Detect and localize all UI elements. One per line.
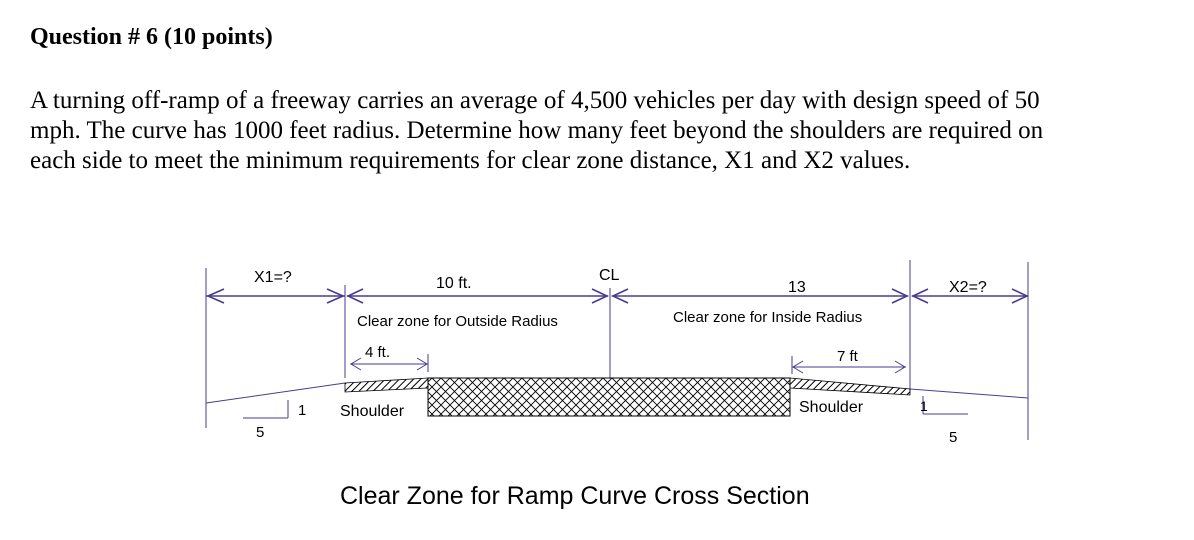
diagram-caption: Clear Zone for Ramp Curve Cross Section [340, 482, 810, 510]
roadway-pavement [428, 378, 790, 416]
right-slope-ratio-mark [923, 396, 968, 414]
right-shoulder-label: Shoulder [799, 399, 864, 416]
question-heading: Question # 6 (10 points) [30, 24, 273, 50]
left-slope-rise-label: 1 [298, 402, 307, 419]
right-side-slope [910, 389, 1028, 398]
seven-ft-label: 7 ft [837, 348, 858, 365]
left-shoulder-label: Shoulder [340, 403, 405, 420]
x2-label: X2=? [949, 279, 987, 296]
thirteen-dimension-arrow [612, 289, 908, 303]
right-shoulder-hatch [790, 378, 910, 395]
ten-ft-dimension-arrow [347, 289, 608, 303]
right-slope-run-label: 5 [949, 429, 958, 446]
centerline-label: CL [599, 267, 620, 284]
x1-label: X1=? [254, 269, 292, 286]
right-slope-rise-label: 1 [920, 398, 928, 414]
left-shoulder-hatch [345, 378, 428, 392]
left-side-slope [206, 383, 345, 403]
clear-zone-inside-label: Clear zone for Inside Radius [673, 309, 863, 326]
question-text: A turning off-ramp of a freeway carries an average of 4,500 vehicles per day with design speed of 50 mph. The curve has 1000 feet radius. Determine how many feet beyond the shoulders are required on each side to meet the minimum requirements for clear zone distance, X1 and X2 values. [30, 87, 1044, 174]
left-slope-ratio-mark [243, 400, 288, 418]
x1-dimension-arrow [206, 289, 345, 303]
thirteen-label: 13 [788, 279, 806, 296]
ten-ft-label: 10 ft. [436, 275, 472, 292]
left-slope-run-label: 5 [256, 424, 265, 441]
four-ft-label: 4 ft. [365, 344, 391, 361]
clear-zone-outside-label: Clear zone for Outside Radius [357, 313, 558, 330]
